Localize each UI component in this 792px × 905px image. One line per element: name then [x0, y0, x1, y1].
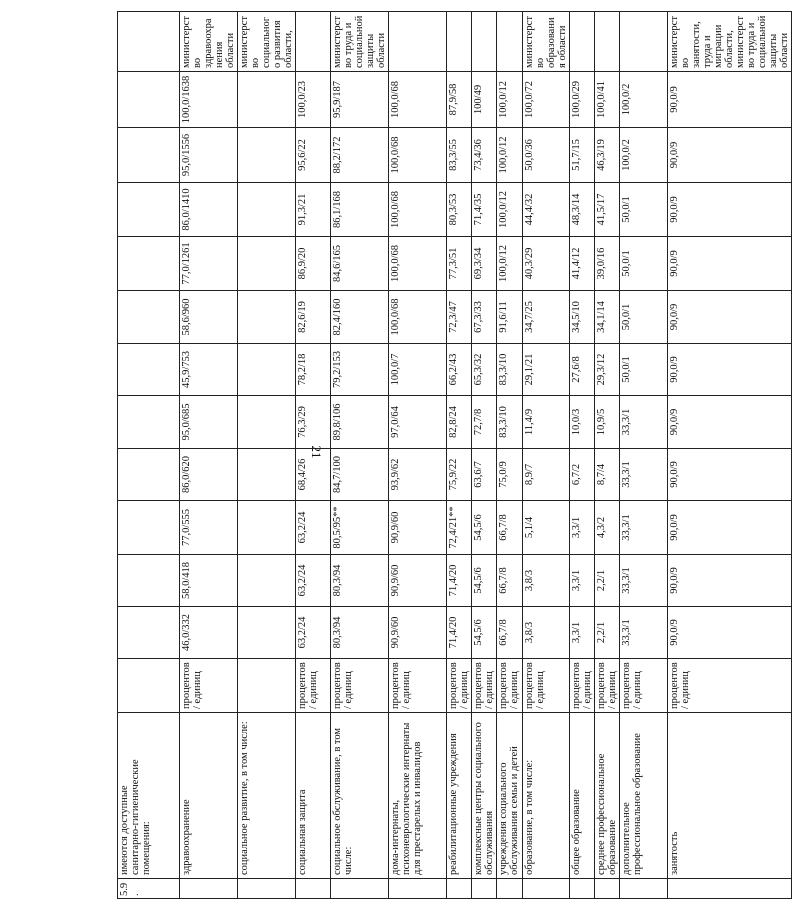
value-cell: 54,5/6	[472, 501, 497, 555]
value-cell: 2,2/1	[595, 555, 620, 607]
value-cell	[238, 128, 296, 183]
value-cell: 80,5/95**	[331, 501, 389, 555]
table-row	[595, 12, 620, 899]
value-cell: 90,0/9	[668, 449, 792, 501]
row-number-cell	[595, 879, 620, 899]
indicator-label: социальное развитие, в том числе:	[238, 713, 296, 879]
value-cell: 65,3/32	[472, 344, 497, 396]
unit-cell: процентов/ единиц	[523, 659, 570, 713]
value-cell: 48,3/14	[570, 183, 595, 237]
value-cell: 72,4/21**	[447, 501, 472, 555]
value-cell: 3,8/3	[523, 607, 570, 659]
value-cell: 82,6/19	[296, 291, 331, 344]
value-cell: 27,6/8	[570, 344, 595, 396]
section-header-line: помещения:	[141, 821, 152, 875]
empty-cell	[118, 344, 180, 396]
value-cell: 58,6/960	[180, 291, 238, 344]
indicator-label: реабилитационные учреждения	[447, 713, 472, 879]
row-number-cell	[668, 879, 792, 899]
value-cell: 88,2/172	[331, 128, 389, 183]
value-cell: 86,1/168	[331, 183, 389, 237]
value-cell: 44,4/32	[523, 183, 570, 237]
value-cell: 69,3/34	[472, 237, 497, 291]
empty-cell	[118, 396, 180, 449]
value-cell: 8,7/4	[595, 449, 620, 501]
value-cell: 66,7/8	[497, 555, 523, 607]
value-cell: 72,3/47	[447, 291, 472, 344]
table-row	[497, 12, 523, 899]
empty-cell	[118, 128, 180, 183]
value-cell: 90,0/9	[668, 291, 792, 344]
unit-cell: процентов/ единиц	[472, 659, 497, 713]
empty-cell	[118, 291, 180, 344]
value-cell: 100,0/23	[296, 72, 331, 128]
table-row	[523, 12, 570, 899]
table-row	[570, 12, 595, 899]
row-number-cell	[180, 879, 238, 899]
value-cell	[238, 607, 296, 659]
unit-cell: процентов/ единиц	[389, 659, 447, 713]
value-cell: 6,7/2	[570, 449, 595, 501]
empty-cell	[118, 501, 180, 555]
value-cell: 54,5/6	[472, 555, 497, 607]
ministry-cell	[296, 12, 331, 72]
unit-cell	[238, 659, 296, 713]
value-cell	[238, 344, 296, 396]
value-cell: 90,9/60	[389, 555, 447, 607]
empty-cell	[118, 237, 180, 291]
value-cell: 90,0/9	[668, 501, 792, 555]
value-cell: 100,0/7	[389, 344, 447, 396]
value-cell: 63,6/7	[472, 449, 497, 501]
value-cell: 71,4/20	[447, 555, 472, 607]
value-cell: 45,9/753	[180, 344, 238, 396]
value-cell: 5,1/4	[523, 501, 570, 555]
value-cell: 72,7/8	[472, 396, 497, 449]
value-cell: 82,4/160	[331, 291, 389, 344]
table-row	[180, 12, 238, 899]
ministry-cell	[447, 12, 472, 72]
table-row	[620, 12, 668, 899]
rotated-table-wrapper	[117, 12, 790, 899]
value-cell: 34,1/14	[595, 291, 620, 344]
value-cell: 79,2/153	[331, 344, 389, 396]
value-cell: 29,3/12	[595, 344, 620, 396]
value-cell: 100,0/68	[389, 237, 447, 291]
value-cell: 50,0/1	[620, 344, 668, 396]
value-cell: 33,3/1	[620, 501, 668, 555]
page-number: 21	[309, 445, 324, 459]
value-cell: 75,9/22	[447, 449, 472, 501]
value-cell: 63,2/24	[296, 501, 331, 555]
unit-cell: процентов/ единиц	[497, 659, 523, 713]
value-cell: 100,0/41	[595, 72, 620, 128]
value-cell: 63,2/24	[296, 607, 331, 659]
value-cell	[238, 291, 296, 344]
value-cell: 50,0/1	[620, 183, 668, 237]
indicator-label: занятость	[668, 713, 792, 879]
value-cell: 90,0/9	[668, 183, 792, 237]
table-row	[296, 12, 331, 899]
value-cell: 50,0/1	[620, 237, 668, 291]
value-cell: 33,3/1	[620, 449, 668, 501]
table-row	[238, 12, 296, 899]
value-cell	[238, 72, 296, 128]
ministry-cell: министерство труда и социальной защиты области	[331, 12, 389, 72]
value-cell: 100,0/68	[389, 183, 447, 237]
value-cell: 84,7/100	[331, 449, 389, 501]
indicator-label: социальное обслуживание, в том числе:	[331, 713, 389, 879]
value-cell: 89,8/106	[331, 396, 389, 449]
value-cell: 71,4/35	[472, 183, 497, 237]
unit-cell: процентов/ единиц	[331, 659, 389, 713]
value-cell: 11,4/9	[523, 396, 570, 449]
value-cell: 33,3/1	[620, 555, 668, 607]
value-cell: 71,4/20	[447, 607, 472, 659]
value-cell: 100,0/12	[497, 237, 523, 291]
value-cell: 93,9/62	[389, 449, 447, 501]
value-cell: 95,6/22	[296, 128, 331, 183]
section-header-row	[118, 12, 180, 899]
row-number-cell	[238, 879, 296, 899]
indicator-label: дополнительное профессиональное образование	[620, 713, 668, 879]
value-cell: 4,3/2	[595, 501, 620, 555]
value-cell	[238, 237, 296, 291]
ministry-cell	[497, 12, 523, 72]
value-cell: 90,0/9	[668, 128, 792, 183]
empty-cell	[118, 555, 180, 607]
value-cell: 80,3/94	[331, 607, 389, 659]
value-cell: 84,6/165	[331, 237, 389, 291]
value-cell: 51,7/15	[570, 128, 595, 183]
value-cell: 3,8/3	[523, 555, 570, 607]
value-cell: 34,7/25	[523, 291, 570, 344]
section-header-text	[118, 713, 180, 879]
value-cell: 66,2/43	[447, 344, 472, 396]
section-number: 5.9.	[118, 879, 180, 899]
value-cell: 91,6/11	[497, 291, 523, 344]
value-cell: 33,3/1	[620, 607, 668, 659]
empty-cell	[118, 607, 180, 659]
row-number-cell	[389, 879, 447, 899]
value-cell: 87,9/58	[447, 72, 472, 128]
value-cell: 90,0/9	[668, 237, 792, 291]
value-cell: 41,4/12	[570, 237, 595, 291]
value-cell: 100,0/2	[620, 128, 668, 183]
value-cell: 76,3/29	[296, 396, 331, 449]
value-cell: 80,3/94	[331, 555, 389, 607]
table-row	[331, 12, 389, 899]
value-cell: 80,3/53	[447, 183, 472, 237]
value-cell: 34,5/10	[570, 291, 595, 344]
value-cell: 50,0/1	[620, 291, 668, 344]
value-cell: 29,1/21	[523, 344, 570, 396]
value-cell: 54,5/6	[472, 607, 497, 659]
value-cell: 100,0/72	[523, 72, 570, 128]
empty-cell	[118, 183, 180, 237]
row-number-cell	[620, 879, 668, 899]
value-cell: 39,0/16	[595, 237, 620, 291]
row-number-cell	[331, 879, 389, 899]
indicator-label: среднее профессиональное образование	[595, 713, 620, 879]
value-cell: 3,3/1	[570, 607, 595, 659]
value-cell: 100,0/12	[497, 72, 523, 128]
value-cell: 77,3/51	[447, 237, 472, 291]
value-cell: 66,7/8	[497, 501, 523, 555]
value-cell: 97,0/64	[389, 396, 447, 449]
value-cell: 100/49	[472, 72, 497, 128]
value-cell: 3,3/1	[570, 555, 595, 607]
section-header-line: санитарно-гигиенические	[130, 759, 141, 875]
indicator-label: образование, в том числе:	[523, 713, 570, 879]
unit-cell: процентов/ единиц	[180, 659, 238, 713]
row-number-cell	[523, 879, 570, 899]
empty-cell	[118, 449, 180, 501]
value-cell: 83,3/10	[497, 396, 523, 449]
table-body	[118, 12, 792, 899]
ministry-cell	[389, 12, 447, 72]
value-cell: 83,3/10	[497, 344, 523, 396]
unit-cell: процентов/ единиц	[668, 659, 792, 713]
row-number-cell	[497, 879, 523, 899]
value-cell: 33,3/1	[620, 396, 668, 449]
ministry-cell	[472, 12, 497, 72]
value-cell: 83,3/55	[447, 128, 472, 183]
value-cell	[238, 555, 296, 607]
value-cell: 78,2/18	[296, 344, 331, 396]
value-cell: 86,0/620	[180, 449, 238, 501]
table-row	[668, 12, 792, 899]
value-cell: 91,3/21	[296, 183, 331, 237]
value-cell: 82,8/24	[447, 396, 472, 449]
unit-cell: процентов/ единиц	[570, 659, 595, 713]
value-cell: 10,9/5	[595, 396, 620, 449]
ministry-cell	[570, 12, 595, 72]
value-cell: 100,0/68	[389, 128, 447, 183]
value-cell: 77,0/1261	[180, 237, 238, 291]
empty-cell	[118, 72, 180, 128]
value-cell: 75,0/9	[497, 449, 523, 501]
value-cell: 66,7/8	[497, 607, 523, 659]
value-cell	[238, 396, 296, 449]
unit-cell: процентов/ единиц	[595, 659, 620, 713]
value-cell: 67,3/33	[472, 291, 497, 344]
value-cell: 58,0/418	[180, 555, 238, 607]
value-cell: 46,3/19	[595, 128, 620, 183]
ministry-cell: министерство образования области	[523, 12, 570, 72]
value-cell: 90,9/60	[389, 501, 447, 555]
value-cell: 68,4/26	[296, 449, 331, 501]
value-cell: 100,0/2	[620, 72, 668, 128]
value-cell: 73,4/36	[472, 128, 497, 183]
row-number-cell	[296, 879, 331, 899]
row-number-cell	[447, 879, 472, 899]
unit-cell: процентов/ единиц	[296, 659, 331, 713]
unit-cell: процентов/ единиц	[620, 659, 668, 713]
table-row	[447, 12, 472, 899]
value-cell: 100,0/12	[497, 183, 523, 237]
value-cell: 95,0/1556	[180, 128, 238, 183]
indicator-label: социальная защита	[296, 713, 331, 879]
value-cell: 40,3/29	[523, 237, 570, 291]
value-cell: 100,0/68	[389, 291, 447, 344]
value-cell: 3,3/1	[570, 501, 595, 555]
row-number-cell	[570, 879, 595, 899]
empty-cell	[118, 12, 180, 72]
row-number-cell	[472, 879, 497, 899]
value-cell: 90,0/9	[668, 555, 792, 607]
value-cell	[238, 501, 296, 555]
value-cell: 41,5/17	[595, 183, 620, 237]
value-cell: 90,9/60	[389, 607, 447, 659]
value-cell: 86,0/1410	[180, 183, 238, 237]
indicator-label: комплексные центры социального обслуживания	[472, 713, 497, 879]
value-cell: 90,0/9	[668, 607, 792, 659]
ministry-cell	[620, 12, 668, 72]
value-cell: 100,0/12	[497, 128, 523, 183]
value-cell: 100,0/68	[389, 72, 447, 128]
value-cell: 90,0/9	[668, 72, 792, 128]
table-row	[389, 12, 447, 899]
ministry-cell: министерство социального развития области,	[238, 12, 296, 72]
indicator-table	[117, 11, 792, 899]
indicator-label: здравоохранение	[180, 713, 238, 879]
ministry-cell: министерство занятости, труда и миграции области, министерство труда и социальной защиты области	[668, 12, 792, 72]
value-cell: 100,0/29	[570, 72, 595, 128]
table-row	[472, 12, 497, 899]
ministry-cell: министерство здравоохранения области	[180, 12, 238, 72]
value-cell	[238, 449, 296, 501]
value-cell: 95,9/187	[331, 72, 389, 128]
ministry-cell	[595, 12, 620, 72]
value-cell: 77,0/555	[180, 501, 238, 555]
unit-cell: процентов/ единиц	[447, 659, 472, 713]
value-cell: 8,9/7	[523, 449, 570, 501]
value-cell: 50,0/36	[523, 128, 570, 183]
value-cell: 95,0/685	[180, 396, 238, 449]
value-cell: 100,0/1638	[180, 72, 238, 128]
value-cell: 46,0/332	[180, 607, 238, 659]
value-cell: 90,0/9	[668, 396, 792, 449]
value-cell: 63,2/24	[296, 555, 331, 607]
indicator-label: дома-интернаты, психоневрологические интернаты для престарелых и инвалидов	[389, 713, 447, 879]
value-cell: 90,0/9	[668, 344, 792, 396]
value-cell: 10,0/3	[570, 396, 595, 449]
value-cell	[238, 183, 296, 237]
value-cell: 86,9/20	[296, 237, 331, 291]
empty-cell	[118, 659, 180, 713]
section-header-line: имеются доступные	[119, 785, 130, 875]
indicator-label: учреждения социального обслуживания семьи и детей	[497, 713, 523, 879]
indicator-label: общее образование	[570, 713, 595, 879]
value-cell: 2,2/1	[595, 607, 620, 659]
